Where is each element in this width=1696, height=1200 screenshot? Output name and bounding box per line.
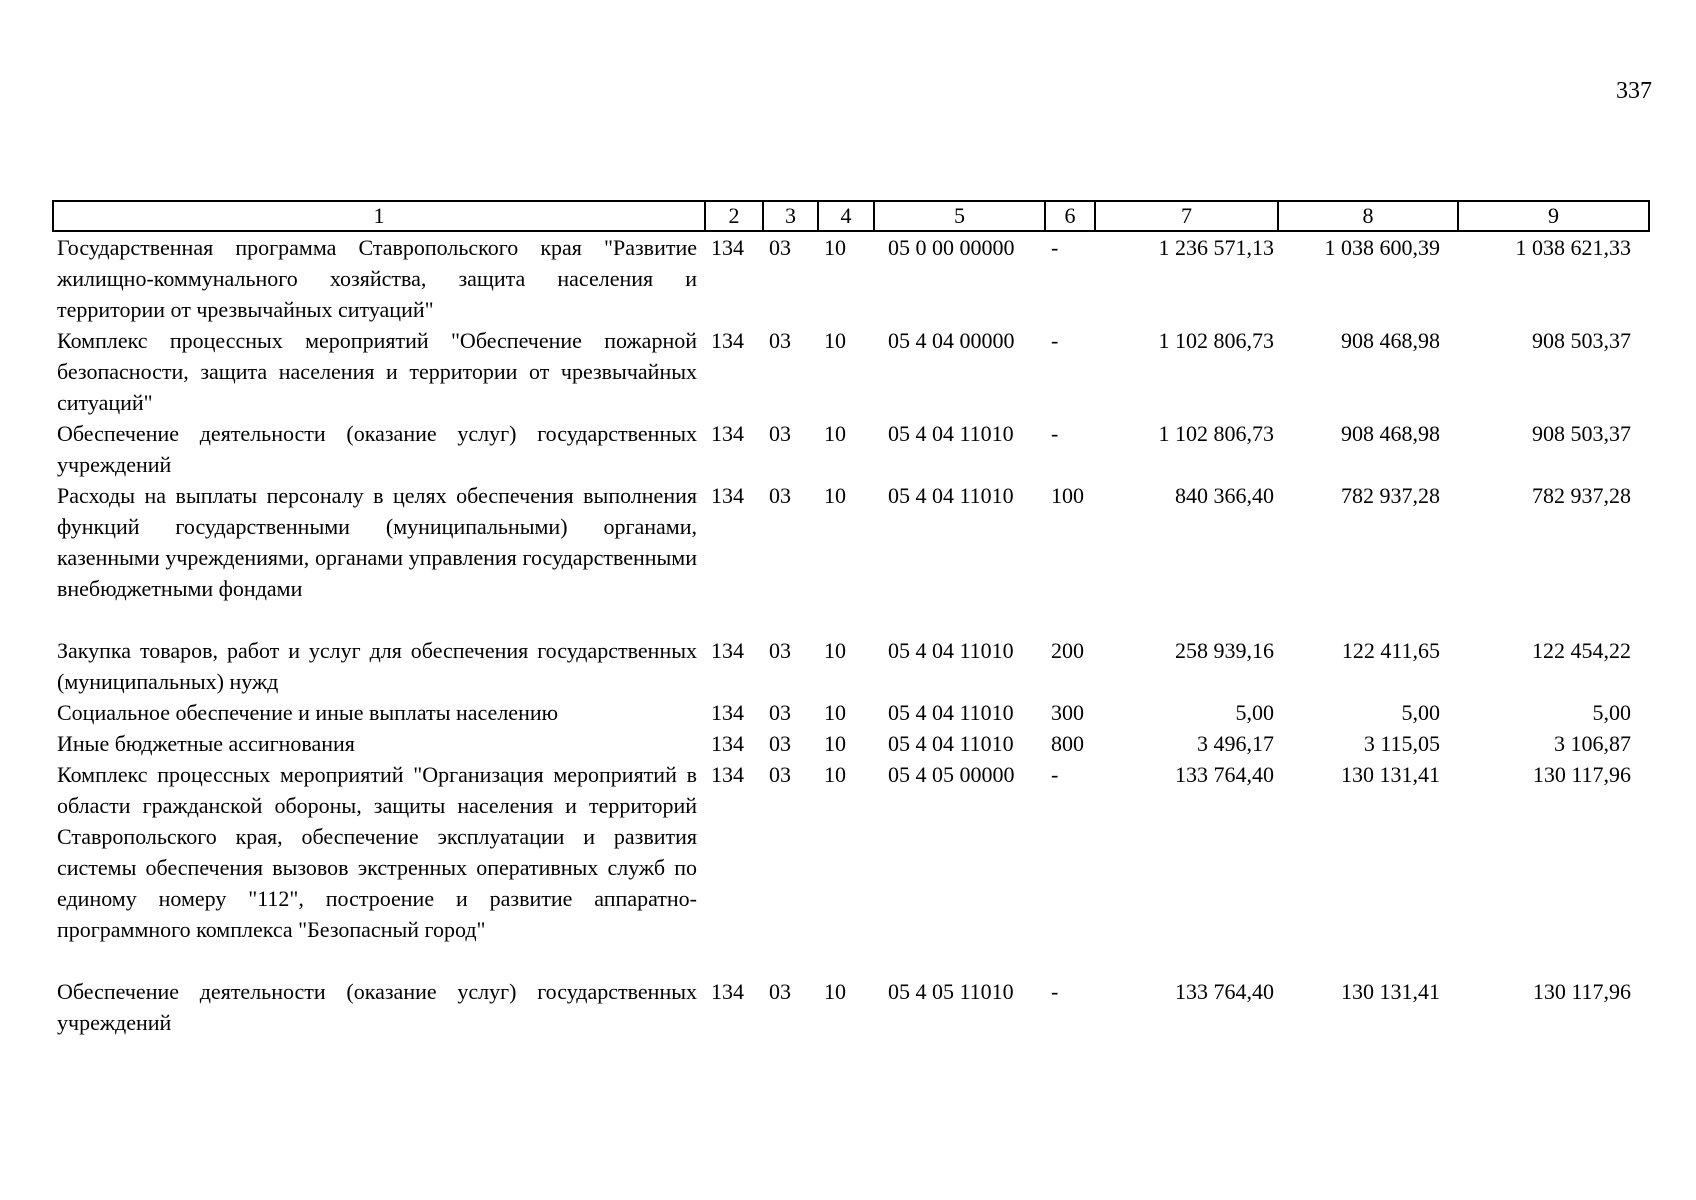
row-amount-col8: 1 038 600,39 — [1324, 235, 1440, 260]
row-subsection-code: 10 — [824, 700, 846, 725]
row-ministry-code: 134 — [711, 762, 744, 787]
column-header-7: 7 — [1095, 201, 1278, 231]
row-ministry-code: 134 — [711, 235, 744, 260]
table-row — [53, 231, 1649, 325]
row-amount-col7: 1 102 806,73 — [1158, 421, 1274, 446]
row-ministry-code: 134 — [711, 638, 744, 663]
row-target-article-code: 05 4 04 00000 — [888, 328, 1015, 353]
row-description: Расходы на выплаты персоналу в целях обеспечения выполнения функций государственными (муниципальными) органами, казенными учреждениями, органами управления государственными внебюджетными фондами — [57, 483, 697, 601]
row-expense-type-code: 100 — [1051, 483, 1084, 508]
row-ministry-code: 134 — [711, 979, 744, 1004]
row-amount-col7: 1 102 806,73 — [1158, 328, 1274, 353]
row-description: Социальное обеспечение и иные выплаты населению — [57, 700, 559, 725]
column-header-5: 5 — [874, 201, 1045, 231]
row-subsection-code: 10 — [824, 328, 846, 353]
row-section-code: 03 — [769, 235, 791, 260]
row-ministry-code: 134 — [711, 700, 744, 725]
row-amount-col8: 908 468,98 — [1341, 421, 1440, 446]
row-subsection-code: 10 — [824, 421, 846, 446]
row-subsection-code: 10 — [824, 762, 846, 787]
row-amount-col8: 3 115,05 — [1363, 731, 1440, 756]
table-row — [53, 759, 1649, 976]
column-header-9: 9 — [1458, 201, 1649, 231]
row-target-article-code: 05 4 04 11010 — [888, 700, 1014, 725]
table-row — [53, 697, 1649, 728]
row-target-article-code: 05 4 04 11010 — [888, 483, 1014, 508]
table-row — [53, 325, 1649, 418]
row-expense-type-code: - — [1051, 328, 1059, 353]
row-subsection-code: 10 — [824, 979, 846, 1004]
row-section-code: 03 — [769, 483, 791, 508]
row-ministry-code: 134 — [711, 421, 744, 446]
row-ministry-code: 134 — [711, 483, 744, 508]
row-section-code: 03 — [769, 638, 791, 663]
row-amount-col9: 782 937,28 — [1532, 483, 1631, 508]
row-amount-col8: 782 937,28 — [1341, 483, 1440, 508]
row-description: Комплекс процессных мероприятий "Обеспечение пожарной безопасности, защита населения и территории от чрезвычайных ситуаций" — [57, 328, 697, 415]
row-amount-col9: 130 117,96 — [1532, 979, 1631, 1004]
column-header-8: 8 — [1278, 201, 1458, 231]
row-amount-col9: 1 038 621,33 — [1515, 235, 1631, 260]
row-amount-col7: 133 764,40 — [1175, 979, 1274, 1004]
row-section-code: 03 — [769, 421, 791, 446]
table-row — [53, 418, 1649, 480]
row-amount-col9: 5,00 — [1592, 700, 1631, 725]
row-expense-type-code: - — [1051, 235, 1059, 260]
row-amount-col9: 122 454,22 — [1532, 638, 1631, 663]
row-amount-col8: 130 131,41 — [1341, 762, 1440, 787]
row-target-article-code: 05 0 00 00000 — [888, 235, 1015, 260]
row-amount-col8: 122 411,65 — [1341, 638, 1440, 663]
row-amount-col7: 3 496,17 — [1197, 731, 1274, 756]
row-expense-type-code: - — [1051, 421, 1059, 446]
column-header-4: 4 — [818, 201, 874, 231]
row-amount-col9: 908 503,37 — [1532, 421, 1631, 446]
row-amount-col7: 258 939,16 — [1175, 638, 1274, 663]
budget-table — [52, 200, 1650, 1038]
row-subsection-code: 10 — [824, 638, 846, 663]
row-amount-col8: 908 468,98 — [1341, 328, 1440, 353]
row-subsection-code: 10 — [824, 235, 846, 260]
row-subsection-code: 10 — [824, 483, 846, 508]
column-header-3: 3 — [763, 201, 818, 231]
row-expense-type-code: 200 — [1051, 638, 1084, 663]
table-body — [53, 231, 1649, 1038]
row-description: Комплекс процессных мероприятий "Организация мероприятий в области гражданской обороны, защиты населения и территорий Ставропольского края, обеспечение эксплуатации и развития системы обеспечения вызовов экстренных оперативных служб по единому номеру "112", построение и развитие аппаратно-программного комплекса "Безопасный город" — [57, 762, 697, 942]
page-number: 337 — [1616, 78, 1652, 104]
column-header-2: 2 — [705, 201, 763, 231]
table-row — [53, 635, 1649, 697]
row-section-code: 03 — [769, 762, 791, 787]
row-section-code: 03 — [769, 700, 791, 725]
column-header-1: 1 — [53, 201, 705, 231]
row-target-article-code: 05 4 04 11010 — [888, 638, 1014, 663]
row-description: Иные бюджетные ассигнования — [57, 731, 355, 756]
row-amount-col9: 130 117,96 — [1532, 762, 1631, 787]
row-expense-type-code: 300 — [1051, 700, 1084, 725]
row-target-article-code: 05 4 05 00000 — [888, 762, 1015, 787]
row-description: Государственная программа Ставропольского края "Развитие жилищно-коммунального хозяйства, защита населения и территории от чрезвычайных ситуаций" — [57, 235, 697, 322]
row-amount-col9: 3 106,87 — [1554, 731, 1631, 756]
row-target-article-code: 05 4 04 11010 — [888, 421, 1014, 446]
row-amount-col7: 1 236 571,13 — [1158, 235, 1274, 260]
row-amount-col8: 5,00 — [1401, 700, 1440, 725]
row-description: Обеспечение деятельности (оказание услуг) государственных учреждений — [57, 979, 697, 1035]
column-header-6: 6 — [1045, 201, 1095, 231]
row-expense-type-code: - — [1051, 762, 1059, 787]
row-description: Закупка товаров, работ и услуг для обеспечения государственных (муниципальных) нужд — [57, 638, 697, 694]
row-amount-col9: 908 503,37 — [1532, 328, 1631, 353]
row-section-code: 03 — [769, 731, 791, 756]
row-amount-col7: 133 764,40 — [1175, 762, 1274, 787]
row-section-code: 03 — [769, 979, 791, 1004]
row-amount-col7: 840 366,40 — [1175, 483, 1274, 508]
row-ministry-code: 134 — [711, 328, 744, 353]
row-target-article-code: 05 4 04 11010 — [888, 731, 1014, 756]
table-row — [53, 480, 1649, 635]
row-expense-type-code: 800 — [1051, 731, 1084, 756]
row-amount-col7: 5,00 — [1235, 700, 1274, 725]
row-subsection-code: 10 — [824, 731, 846, 756]
row-section-code: 03 — [769, 328, 791, 353]
table-row — [53, 728, 1649, 759]
row-expense-type-code: - — [1051, 979, 1059, 1004]
row-amount-col8: 130 131,41 — [1341, 979, 1440, 1004]
row-description: Обеспечение деятельности (оказание услуг) государственных учреждений — [57, 421, 697, 477]
table-header-row — [53, 201, 1649, 231]
row-target-article-code: 05 4 05 11010 — [888, 979, 1014, 1004]
row-ministry-code: 134 — [711, 731, 744, 756]
table-row — [53, 976, 1649, 1038]
